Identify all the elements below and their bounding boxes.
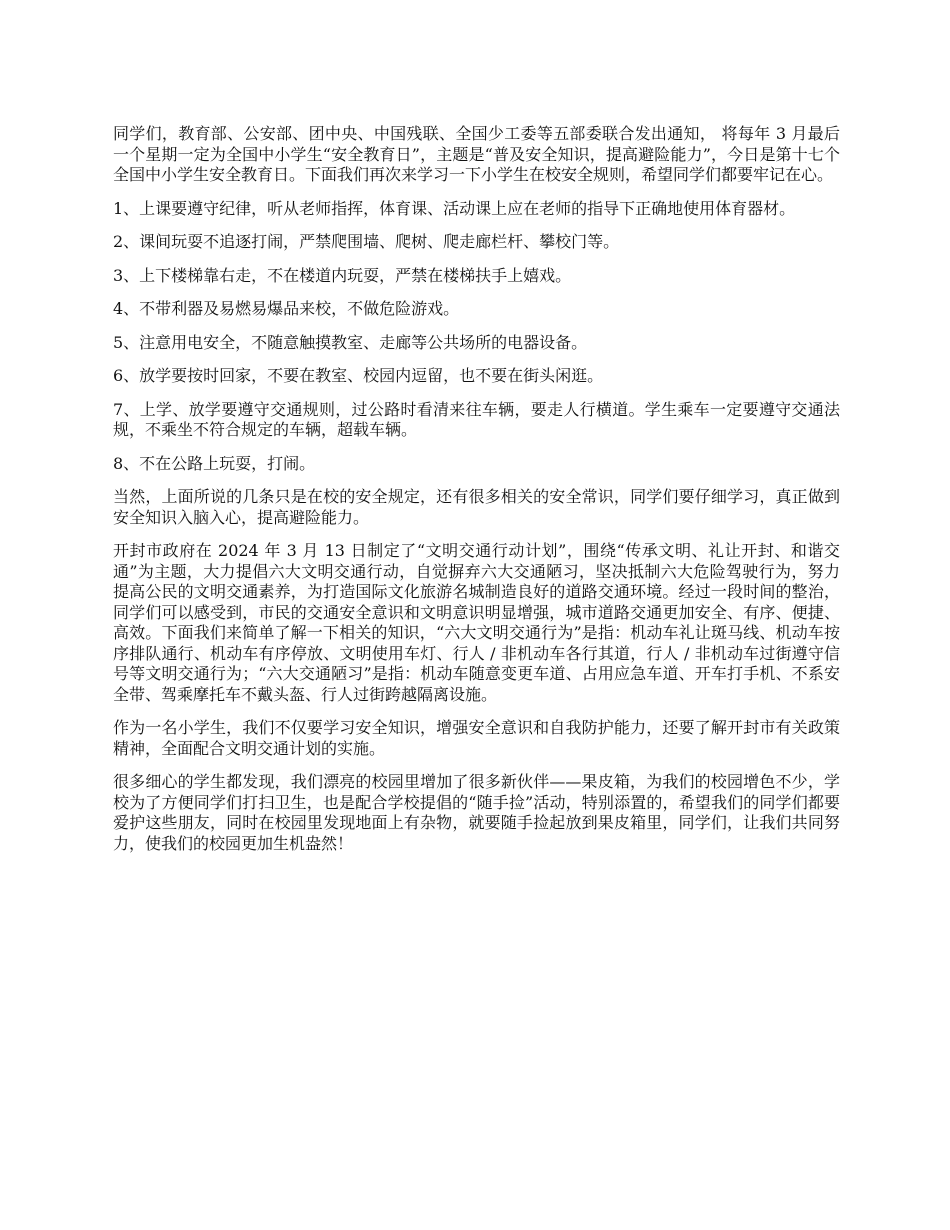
- rule-7-paragraph: 7、上学、放学要遵守交通规则，过公路时看清来往车辆，要走人行横道。学生乘车一定要遵守交通法规，不乘坐不符合规定的车辆，超载车辆。: [113, 399, 840, 439]
- rule-5-paragraph: 5、注意用电安全，不随意触摸教室、走廊等公共场所的电器设备。: [113, 332, 588, 352]
- traffic-plan-paragraph: 开封市政府在 2024 年 3 月 13 日制定了“文明交通行动计划”，围绕“传承文明、礼让开封、和谐交通”为主题，大力提倡六大文明交通行动，自觉摒弃六大交通陋习，坚决抵制六大危险驾驶行为，努力提高公民的文明交通素养，为打造国际文化旅游名城制造良好的道路交通环境。经过一段时间的整治，同学们可以感受到，市民的交通安全意识和文明意识明显增强，城市道路交通更加安全、有序、便捷、高效。下面我们来简单了解一下相关的知识，“六大文明交通行为”是指：机动车礼让斑马线、机动车按序排队通行、机动车有序停放、文明使用车灯、行人 / 非机动车各行其道，行人 / 非机动车过街遵守信号等文明交通行为；“六大交通陋习”是指：机动车随意变更车道、占用应急车道、开车打手机、不系安全带、驾乘摩托车不戴头盔、行人过街跨越隔离设施。: [113, 541, 840, 704]
- rule-1-paragraph: 1、上课要遵守纪律，听从老师指挥，体育课、活动课上应在老师的指导下正确地使用体育器材。: [113, 198, 796, 218]
- rule-4-paragraph: 4、不带利器及易燃易爆品来校，不做危险游戏。: [113, 299, 460, 318]
- intro-paragraph: 同学们，教育部、公安部、团中央、中国残联、全国少工委等五部委联合发出通知， 将每年 3 月最后一个星期一定为全国中小学生“安全教育日”，主题是“普及安全知识，提高避险能力”，今日是第十七个全国中小学生安全教育日。下面我们再次来学习一下小学生在校安全规则，希望同学们都要牢记在心。: [113, 124, 840, 184]
- summary-paragraph: 当然，上面所说的几条只是在校的安全规定，还有很多相关的安全常识，同学们要仔细学习，真正做到安全知识入脑入心，提高避险能力。: [113, 487, 840, 527]
- rule-2-paragraph: 2、课间玩耍不追逐打闹，严禁爬围墙、爬树、爬走廊栏杆、攀校门等。: [113, 232, 620, 251]
- student-role-paragraph: 作为一名小学生，我们不仅要学习安全知识，增强安全意识和自我防护能力，还要了解开封市有关政策精神，全面配合文明交通计划的实施。: [113, 718, 840, 758]
- rule-6-paragraph: 6、放学要按时回家，不要在教室、校园内逗留，也不要在街头闲逛。: [113, 366, 604, 385]
- closing-paragraph: 很多细心的学生都发现，我们漂亮的校园里增加了很多新伙伴——果皮箱，为我们的校园增色不少，学校为了方便同学们打扫卫生，也是配合学校提倡的“随手捡”活动，特别添置的，希望我们的同学们都要爱护这些朋友，同时在校园里发现地面上有杂物，就要随手捡起放到果皮箱里，同学们，让我们共同努力，使我们的校园更加生机盎然！: [113, 772, 840, 853]
- rule-3-paragraph: 3、上下楼梯靠右走，不在楼道内玩耍，严禁在楼梯扶手上嬉戏。: [113, 265, 572, 285]
- rule-8-paragraph: 8、不在公路上玩耍，打闹。: [113, 453, 316, 473]
- document-page: [113, 124, 840, 867]
